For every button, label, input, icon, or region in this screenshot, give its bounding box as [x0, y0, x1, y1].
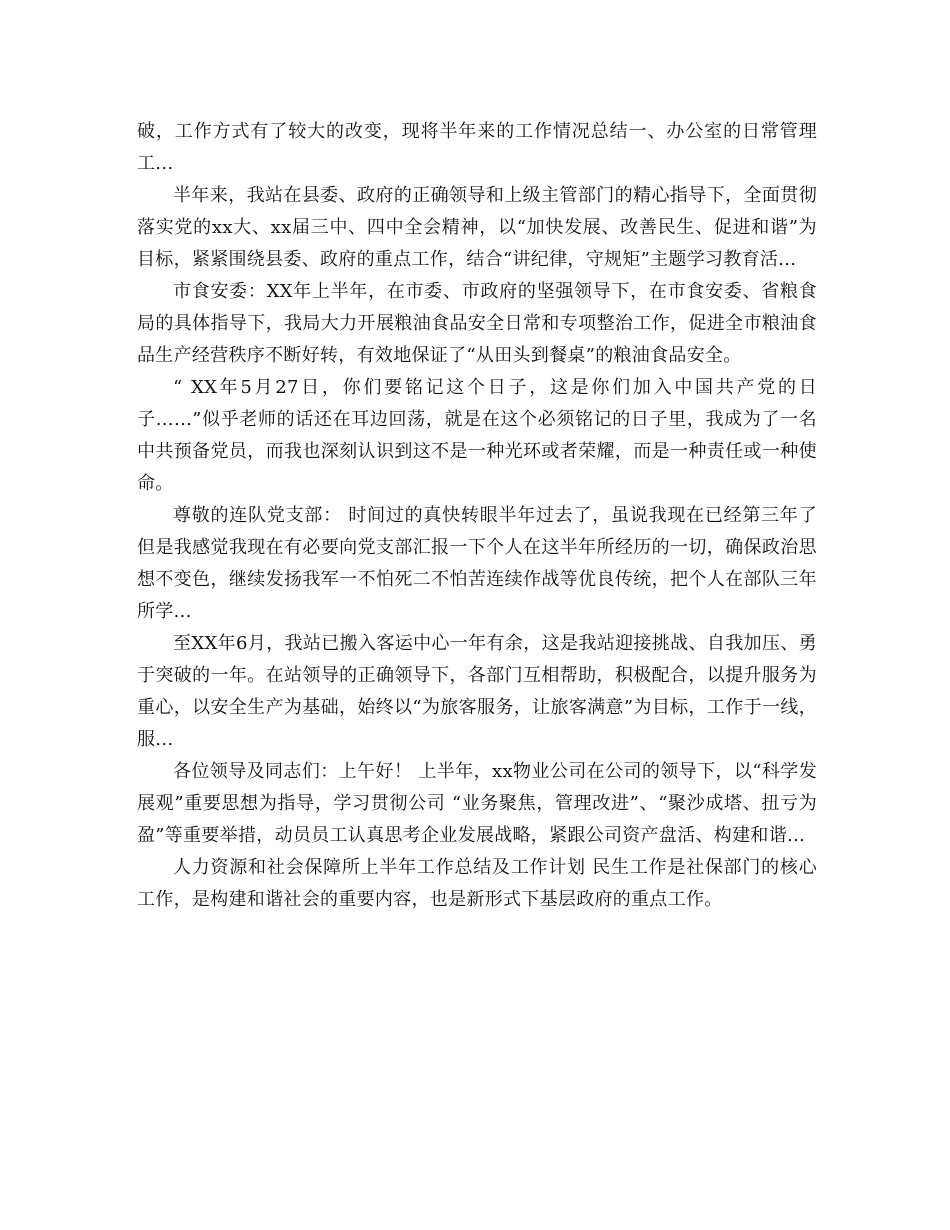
document-body	[137, 116, 817, 916]
paragraph-6: 至XX年6月，我站已搬入客运中心一年有余，这是我站迎接挑战、自我加压、勇于突破的一年。在站领导的正确领导下，各部门互相帮助，积极配合，以提升服务为重心，以安全生产为基础，始终以“为旅客服务，让旅客满意”为目标，工作于一线，服...	[137, 633, 817, 750]
paragraph-8: 人力资源和社会保障所上半年工作总结及工作计划 民生工作是社保部门的核心工作，是构建和谐社会的重要内容，也是新形式下基层政府的重点工作。	[137, 857, 817, 910]
paragraph-5: 尊敬的连队党支部： 时间过的真快转眼半年过去了，虽说我现在已经第三年了但是我感觉我现在有必要向党支部汇报一下个人在这半年所经历的一切，确保政治思想不变色，继续发扬我军一不怕死二不怕苦连续作战等优良传统，把个人在部队三年所学...	[137, 505, 817, 622]
paragraph-3: 市食安委：XX年上半年，在市委、市政府的坚强领导下，在市食安委、省粮食局的具体指导下，我局大力开展粮油食品安全日常和专项整治工作，促进全市粮油食品生产经营秩序不断好转，有效地保证了“从田头到餐桌”的粮油食品安全。	[137, 281, 817, 366]
paragraph-2: 半年来，我站在县委、政府的正确领导和上级主管部门的精心指导下，全面贯彻落实党的xx大、xx届三中、四中全会精神，以“加快发展、改善民生、促进和谐”为目标，紧紧围绕县委、政府的重点工作，结合“讲纪律，守规矩”主题学习教育活...	[137, 185, 817, 270]
paragraph-4: “ XX年5月27日，你们要铭记这个日子，这是你们加入中国共产党的日子……”似乎老师的话还在耳边回荡，就是在这个必须铭记的日子里，我成为了一名中共预备党员，而我也深刻认识到这不是一种光环或者荣耀，而是一种责任或一种使命。	[137, 377, 817, 494]
paragraph-1: 破，工作方式有了较大的改变，现将半年来的工作情况总结一、办公室的日常管理工...	[137, 121, 817, 174]
paragraph-7: 各位领导及同志们：上午好！ 上半年，xx物业公司在公司的领导下，以“科学发展观”重要思想为指导，学习贯彻公司 “业务聚焦，管理改进”、“聚沙成塔、扭亏为盈”等重要举措，动员员工认真思考企业发展战略，紧跟公司资产盘活、构建和谐...	[137, 761, 817, 846]
